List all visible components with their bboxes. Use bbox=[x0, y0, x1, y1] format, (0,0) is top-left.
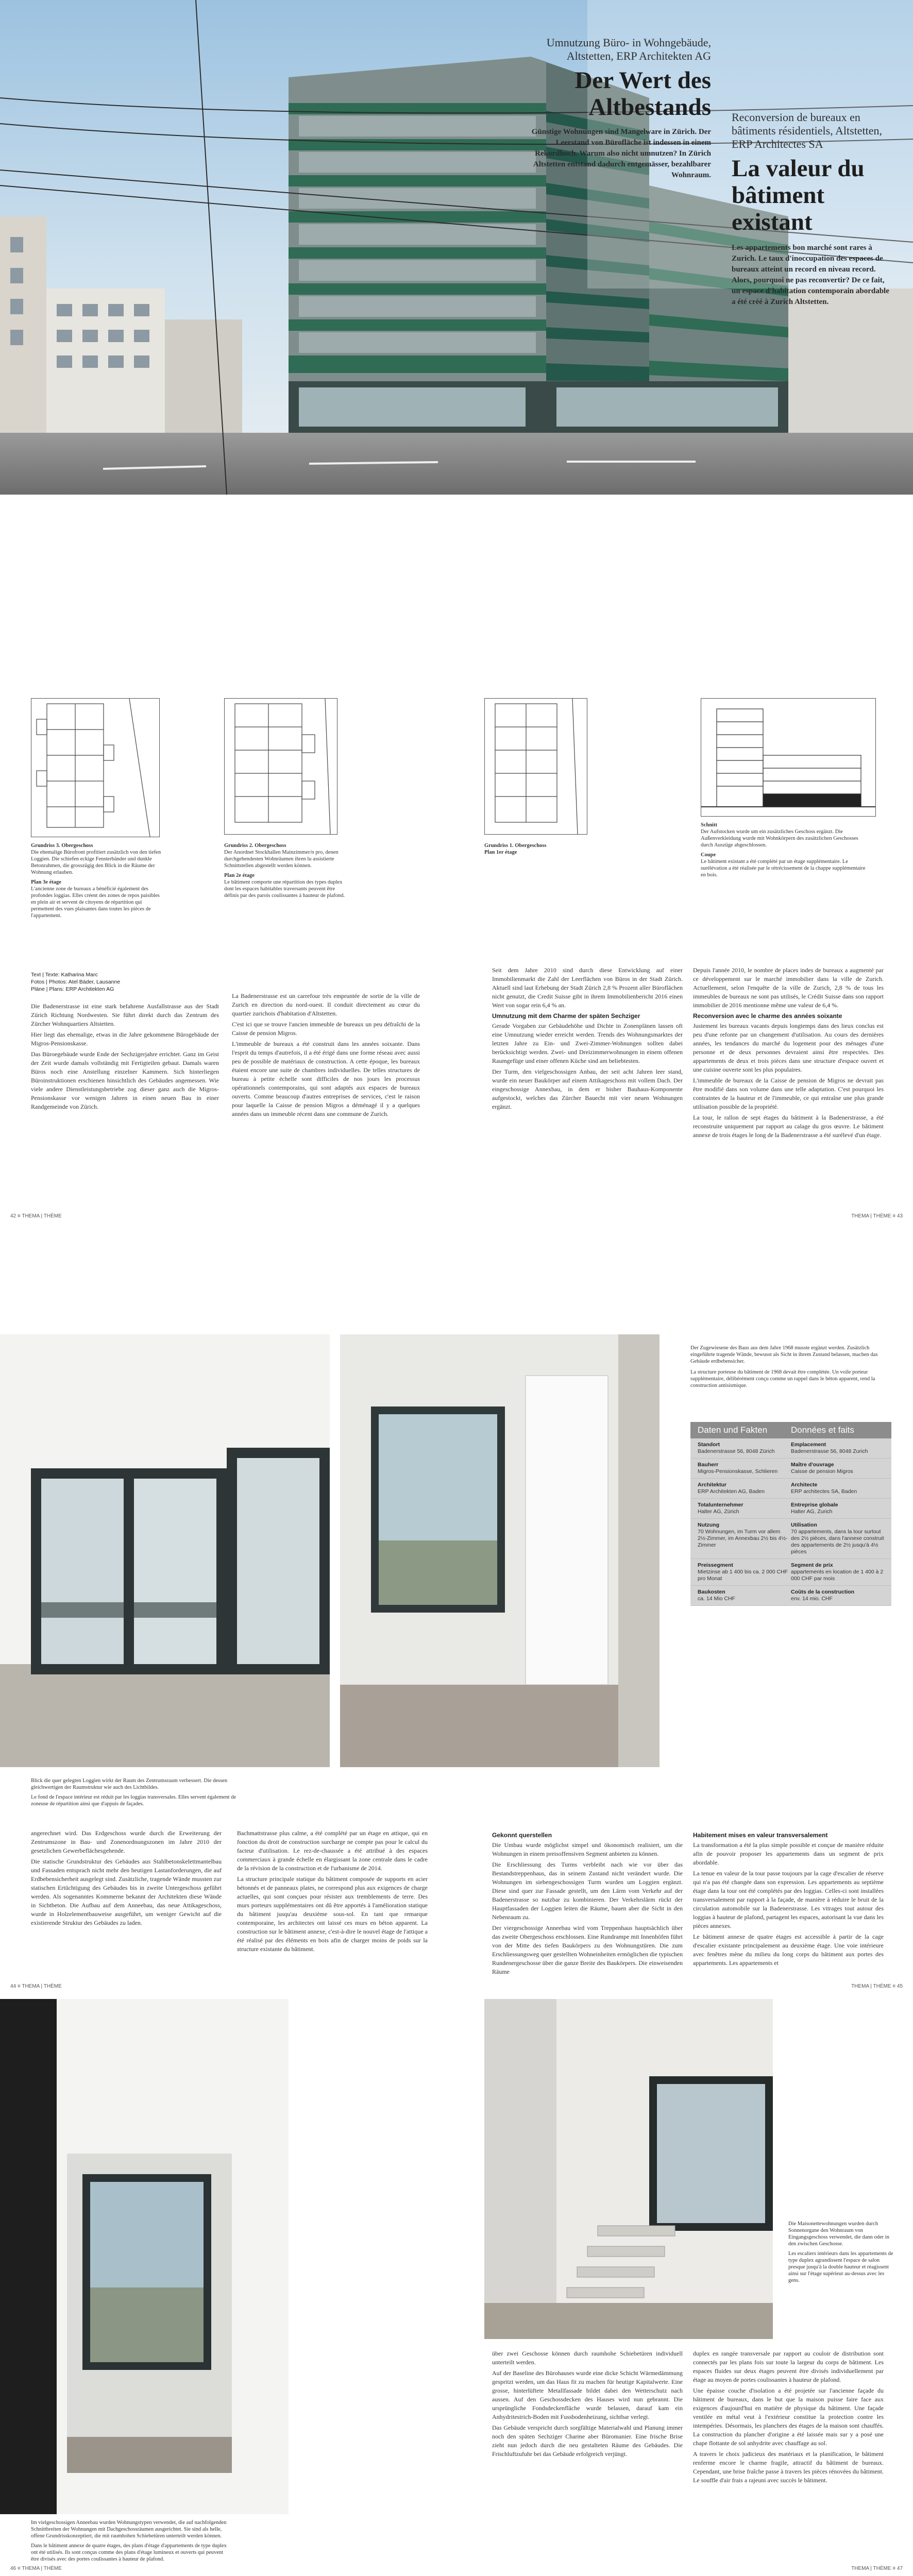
section-drawing-illustration bbox=[701, 699, 875, 816]
facts-table bbox=[690, 1422, 891, 1606]
facts-row bbox=[690, 1559, 891, 1586]
facts-key-fr: Utilisation bbox=[791, 1522, 817, 1528]
spread-2 bbox=[0, 677, 913, 1358]
facts-header-fr: Données et faits bbox=[791, 1425, 854, 1435]
caption-3og-de-title: Grundriss 3. Obergeschoss bbox=[31, 843, 93, 849]
lead-de: Günstige Wohnungen sind Mangelware in Zürich. Der Leerstand von Bürofläche ist indessen in einem Rekordhoch. Warum also nicht umnutzen? In Zürich Altstetten entstand dadurch entgemässer, bezahlbarer Wohnraum. bbox=[531, 128, 711, 179]
caption-plan-2og bbox=[224, 842, 348, 899]
kicker-fr: Reconversion de bureaux en bâtiments résidentiels, Altstetten, ERP Architectes SA bbox=[732, 111, 883, 150]
section-drawing bbox=[701, 698, 876, 817]
article-column-4 bbox=[693, 1829, 884, 1970]
paragraph: Seit dem Jahre 2010 sind durch diese Entwicklung auf einer Immobilienmarkt die Zahl der Leerflächen von Büros in der Stadt Zürich. Aktuell sind laut Erhebung der Stadt Zürich 2,8 % Prozent aller Büroflächen nicht genutzt, die Credit Suisse gibt in ihrem Immobilienbericht 2016 einen Wert von sogar rein 6,4 % an. bbox=[492, 967, 683, 1009]
facts-row bbox=[690, 1479, 891, 1499]
facts-value-de: Badenerstrasse 56, 8048 Zürich bbox=[698, 1448, 775, 1454]
caption-3og-de-text: Die ehemalige Bürofront profitiert zusätzlich von den tiefen Loggien. Die schiefen eckige Fensterbänder und dunkle Betonrahmen, die grosszügig den Blick in die Räume der Wohnung erlauben. bbox=[31, 850, 161, 875]
facts-key-fr: Segment de prix bbox=[791, 1562, 833, 1568]
paragraph: Das Gebäude verspricht durch sorgfältige Materialwahl und Planung immer noch den späten Sechziger Charme aber Büromanier. Eine frische Brise zieht nun jedoch durch die neu gestalteten Räume des Gebäudes. Die Frischluftzufuhr bei das Gebäude erfolgreich verjüngt. bbox=[492, 2424, 683, 2458]
facts-key-fr: Maître d'ouvrage bbox=[791, 1462, 834, 1468]
interior-staircase-illustration bbox=[484, 1999, 773, 2339]
floor-plan-1og bbox=[484, 698, 587, 835]
facts-value-fr: appartements en location de 1 400 à 2 000 CHF par mois bbox=[791, 1569, 884, 1582]
facts-cell-fr bbox=[791, 1562, 884, 1582]
caption-plan-1og bbox=[484, 842, 598, 856]
paragraph: C'est ici que se trouve l'ancien immeuble de bureaux un peu défraîchi de la Caisse de pension Migros. bbox=[232, 1021, 420, 1037]
facts-key-de: Standort bbox=[698, 1442, 720, 1448]
folio-left: 42 ≡ THEMA | THÈME bbox=[10, 1213, 62, 1219]
credits bbox=[31, 971, 216, 993]
article-column-3 bbox=[492, 2349, 683, 2461]
floor-plan-1og-drawing bbox=[485, 699, 587, 834]
facts-cell-de bbox=[698, 1462, 791, 1475]
facts-cell-fr bbox=[791, 1442, 884, 1455]
folio-right: THEMA | THÈME ≡ 43 bbox=[851, 1213, 903, 1219]
paragraph: Die statische Grundstruktur des Gebäudes aus Stahlbetonskelettmantelbau und Fassaden entsprach nicht mehr den heutigen Lastanforderungen, die auf Erdbebensicherheit ausgelegt sind. Zusätzliche, tragende Wände mussten zur statischen Ertüchtigung des Gebäudes bis in zweite Untergeschoss geführt werden. Als sogenanntes Kommerne bekannt der Architekten diese Wände in Sichtbeton. Die Aufbau auf dem Anneebau, das neue Attikageschoss, wurde in Holzelementbauweise ausgeführt, um weniger Gewicht auf die existierende Struktur des Gebäudes zu laden. bbox=[31, 1858, 222, 1926]
interior-doorway-photo bbox=[0, 1999, 289, 2514]
article-column-3 bbox=[492, 966, 683, 1113]
article-column-4 bbox=[693, 966, 884, 1142]
spread-1 bbox=[0, 0, 913, 515]
facts-key-de: Totalunternehmer bbox=[698, 1502, 743, 1508]
facts-value-fr: ERP architectes SA, Baden bbox=[791, 1488, 857, 1495]
facts-value-fr: Badenerstrasse 56, 8048 Zurich bbox=[791, 1448, 868, 1454]
facts-value-fr: env. 14 mio. CHF bbox=[791, 1596, 833, 1602]
credit-plans: Pläne | Plans: ERP Architekten AG bbox=[31, 986, 114, 992]
title-fr: La valeur du bâtiment existant bbox=[732, 155, 865, 235]
paragraph: Justement les bureaux vacants depuis longtemps dans des lieux conclus est peu d'une refonte par un changement d'utilisation. Au cours des dernières années, les tendances du marché du logement pour des ménages d'une personne et de deux personnes devraient ainsi être respectées. Des appartements de deux et trois pièces dans une structure d'espace ouvert et une cuisine ouverte sont les plus populaires. bbox=[693, 1022, 884, 1073]
paragraph: Auf der Baseline des Bürohauses wurde eine dicke Schicht Wärmedämmung gespritzt werden, um das Haus fit zu machen für heutige Kapitalwerte. Eine grosse, hinterlüftete Metallfassade bildet dabei den Wetterschutz nach aussen. Auf den Geschossdecken des Hauses wird nun gebrannt. Die ursprüngliche Fondsdeckenfläche wurde belassen, darauf kam ein Anhydritestrich-Boden mit Fussbodenheizung, sichtbar verlegt. bbox=[492, 2369, 683, 2420]
article-column-3 bbox=[492, 1829, 683, 1978]
caption-plan-3og bbox=[31, 842, 165, 919]
credit-text: Text | Texte: Katharina Marc bbox=[31, 972, 98, 978]
facts-cell-de bbox=[698, 1482, 791, 1495]
interior-window-illustration bbox=[340, 1334, 660, 1767]
floor-plan-3og-drawing bbox=[31, 699, 159, 837]
caption-structure-de: Der Zugewiesene des Baus aus dem Jahre 1968 musste ergänzt werden. Zusätzlich eingeführte tragende Wände, bewusst als Sicht in ihrem Zustand belassen, machen das Gebäude erdbebensicher. bbox=[690, 1345, 878, 1364]
paragraph: Die Erschliessung des Turms verbleibt nach wie vor über das Bestandstreppenhaus, das in seinem Zustand nicht verändert wurde. Die Wohnungen im siebengeschossigen Turm wurden um Loggien ergänzt. Diese sind quer zur Fassade gestellt, um den Lärm vom Verkehr auf der Badenerstrasse so nutzbar zu kombinieren. Der Verkehrslärm rückt der Hauptfassaden der Loggien leiten die Räume, bauen aber die Sicht in den Nebenraum zu. bbox=[492, 1861, 683, 1921]
article-column-1 bbox=[31, 1002, 219, 1113]
facts-key-de: Preissegment bbox=[698, 1562, 733, 1568]
caption-loggia bbox=[31, 1777, 237, 1807]
caption-section-fr-title: Coupe bbox=[701, 852, 716, 858]
paragraph: angerechnet wird. Das Erdgeschoss wurde durch die Erweiterung der Zentrumszone in Bau- und Zonenordnungszonen im Jahre 2010 der gesetzlichen Gewerbeflächesgehende. bbox=[31, 1829, 222, 1854]
facts-row bbox=[690, 1586, 891, 1606]
headline-fr bbox=[732, 111, 891, 308]
paragraph: über zwei Geschosse können durch raumhohe Schiebetüren individuell unterteilt werden. bbox=[492, 2350, 683, 2366]
article-column-1 bbox=[31, 1829, 222, 1929]
spread-3 bbox=[0, 1334, 913, 1994]
facts-value-de: ERP Architekten AG, Baden bbox=[698, 1488, 765, 1495]
paragraph: La tenue en valeur de la tour passe toujours par la cage d'escalier de réserve qui n'a pas été changée dans son expression. Les appartements au septième étage dans la tour ont été complétés par des loggias. Celles-ci sont installées transversalement par rapport à la façade, de manière à réduire le bruit de la circulation automobile sur la Badenerstrasse. Les vitrages tout autour des loggias à hauteur de plafond, partagent les espaces, autorisant la vue dans les pièces annexes. bbox=[693, 1870, 884, 1929]
facts-key-fr: Emplacement bbox=[791, 1442, 826, 1448]
paragraph: La Badenerstrasse est un carrefour très empruntée de sortie de la ville de Zurich en direction du nord-ouest. Il conduit directement au cœur du quartier zurichois d'habitation d'Altstetten. bbox=[232, 992, 420, 1017]
facts-value-de: 70 Wohnungen, im Turm vor allem 2½-Zimmer, im Annexbau 2½ bis 4½-Zimmer bbox=[698, 1529, 788, 1548]
caption-1og-de-title: Grundriss 1. Obergeschoss bbox=[484, 843, 547, 849]
facts-value-de: Migros-Pensionskasse, Schlieren bbox=[698, 1468, 778, 1475]
facts-row bbox=[690, 1438, 891, 1459]
article-column-2 bbox=[237, 1829, 428, 1956]
facts-row bbox=[690, 1499, 891, 1519]
caption-loggia-de: Blick die quer gelegten Loggien wirkt der Raum des Zentrumsraum verbessert. Die dessen gleichwertigen der Raumstruktur wie auch des Lichtbildes. bbox=[31, 1778, 228, 1790]
caption-duplex-de: Im vielgeschossigen Anneebau wurden Wohnungstypen verwendet, die auf nachfolgenden Schnittbreiten der Wohnungen mit Dachgeschossräumen ausgerichtet. Sie sind als helle, offene Grundrisskonzeptiert, die mit raumhohen Schiebetüren unterteilt werden können. bbox=[31, 2520, 227, 2539]
caption-stairs bbox=[788, 2221, 897, 2284]
paragraph: Der viergeschossige Anneebau wird vom Treppenhaus hauptsächlich über das zweite Obergeschoss erschlossen. Eine Rundrampe mit Innenhöfen führt von der Mitte des tiefen Baukörpers zu den Wohnungstüren. Die zum Erschliessungsweg quer gestellten Wohneinheiten ermöglichen die typischen Rundenergeschosse über die ganze Breite des Baukörpers. Die einweisenden Räume bbox=[492, 1924, 683, 1975]
caption-structure-fr: La structure porteuse du bâtiment de 1968 devait être complétée. Un voile porteur supplémentaire, délibérément conçu comme un rappel dans le béton apparent, rend la construction antisismique. bbox=[690, 1369, 875, 1388]
caption-loggia-fr: Le fond de l'espace intérieur est réduit par les loggias transversales. Elles servent également de zoneuse de répartition ainsi que d'appuis de façades. bbox=[31, 1794, 236, 1807]
paragraph: La transformation a été la plus simple possible et conçue de manière réduite afin de pouvoir proposer les appartements dans un segment de prix abordable. bbox=[693, 1841, 884, 1866]
caption-2og-fr-title: Plan 2e étage bbox=[224, 873, 255, 878]
credit-photos: Fotos | Photos: Atel Bäder, Lausanne bbox=[31, 979, 121, 985]
facts-key-de: Bauherr bbox=[698, 1462, 719, 1468]
facts-row bbox=[690, 1459, 891, 1479]
lead-fr: Les appartements bon marché sont rares à Zurich. Le taux d'inoccupation des espaces de bureaux atteint un record en niveau record. Alors, pourquoi ne pas reconvertir? De ce fait, un espace d'habitation contemporain abordable a été créé à Zurich Altstetten. bbox=[732, 244, 889, 306]
floor-plan-3og bbox=[31, 698, 160, 837]
paragraph: Das Büroegebäude wurde Ende der Sechzigerjahre errichtet. Ganz im Geist der Zeit wurde damals vollständig mit Fertigteilen gebaut. Damals waren Büros noch eine Anstellung einzelner Kammern. Sich hinterliegen Büroinstruktionen erschienen hinsichtlich des Gebäudes angemessen. Wie viele andere Dienstleistungsbetriebe zog dieser ganz auch die Migros-Pensionskasse vor wenigen Jahren in einen neuen Bau in einer Randgemeinde von Zürich. bbox=[31, 1050, 219, 1110]
paragraph: Der Turm, den vielgeschossigen Anbau, der seit acht Jahren leer stand, wurde ein neuer Baukörper auf einem Attikageschoss mit vollem Dach. Der eingeschossige Annexbau, in dem er bisher Bauhaus-Komponente aufgestockt, welches das Zürcher Bauecht mit vier neuen Wohnungen ergänzt. bbox=[492, 1068, 683, 1110]
interior-doorway-illustration bbox=[0, 1999, 289, 2514]
facts-cell-de bbox=[698, 1502, 791, 1515]
facts-cell-fr bbox=[791, 1589, 884, 1602]
facts-key-de: Nutzung bbox=[698, 1522, 719, 1528]
caption-duplex-fr: Dans le bâtiment annexe de quatre étages, des plans d'étage d'appartements de type duplex ont été utilisés. Ils sont conçus comme des plans d'étage lumineux et ouverts qui peuvent être divisés avec des portes coulissantes à hauteur de plafond. bbox=[31, 2543, 227, 2562]
paragraph: La tour, le rallon de sept étages du bâtiment à la Badenerstrasse, a été reconstruite uniquement par rapport au calage du gros œuvre. Le bâtiment annexe de trois étages le long de la Badenerstrasse a été surélevé d'un étage. bbox=[693, 1114, 884, 1139]
interior-staircase-photo bbox=[484, 1999, 773, 2339]
article-column-2 bbox=[232, 992, 420, 1121]
kicker-de: Umnutzung Büro- in Wohngebäude, Altstetten, ERP Architekten AG bbox=[546, 36, 711, 62]
caption-section-de-title: Schnitt bbox=[701, 822, 718, 828]
facts-value-fr: Caisse de pension Migros bbox=[791, 1468, 853, 1475]
facts-row bbox=[690, 1519, 891, 1559]
paragraph: Die Umbau wurde möglichst simpel und ökonomisch realisiert, um die Wohnungen in einem preisoffensiven Segment anbieten zu können. bbox=[492, 1841, 683, 1857]
section-heading-fr: Habitement mises en valeur transversalement bbox=[693, 1832, 828, 1839]
folio-right: THEMA | THÈME ≡ 45 bbox=[851, 1984, 903, 1989]
facts-cell-fr bbox=[791, 1502, 884, 1515]
facts-value-de: Mietzinse ab 1 400 bis ca. 2 000 CHF pro Monat bbox=[698, 1569, 788, 1582]
facts-key-fr: Entreprise globale bbox=[791, 1502, 838, 1508]
title-de: Der Wert des Altbestands bbox=[574, 67, 711, 121]
section-heading-de: Umnutzung mit dem Charme der späten Sechziger bbox=[492, 1012, 640, 1020]
facts-key-de: Architektur bbox=[698, 1482, 727, 1488]
caption-2og-de-title: Grundriss 2. Obergeschoss bbox=[224, 843, 286, 849]
facts-key-fr: Coûts de la construction bbox=[791, 1589, 855, 1595]
facts-cell-fr bbox=[791, 1482, 884, 1495]
paragraph: L'immeuble de bureaux a été construit dans les années soixante. Dans l'esprit du temps d'autrefois, il a été érigé dans une forme réseau avec aussi peu de possible de matériaux de construction. A cette époque, les bureaux étaient encore une suite de chambres individuelles. De telles structures de bureau à petite échelle sont difficiles de nos jours les processus opérationnels contemporains, qui sont adaptés aux espaces de bureaux ouverts. Comme beaucoup d'autres entreprises de services, c'est le raison pour laquelle la Caisse de pension Migros a déménagé il y a quelques années dans un immeuble récent dans une commune de Zurich. bbox=[232, 1040, 420, 1117]
article-column-4 bbox=[693, 2349, 884, 2487]
facts-cell-fr bbox=[791, 1462, 884, 1475]
caption-section-fr-text: Le bâtiment existant a été complété par un étage supplémentaire. Le surélévation a été réalisée par le rétrécissement de la chappe supplémentaire en bois. bbox=[701, 859, 866, 878]
paragraph: duplex en rangée transversale par rapport au couloir de distribution sont connectés par les plans fois sur toute la largeur du corps de bâtiment. Les espaces fluides sur deux étages peuvent être divisés individuellement par étage au moyen de portes coulissantes à hauteur de plafond. bbox=[693, 2350, 884, 2383]
facts-key-fr: Architecte bbox=[791, 1482, 818, 1488]
caption-2og-de-text: Der Anordnet Stockhallen Mainzimmer/n pro, denen durchgehendesten Wohnräumen ihren lu assistierte Schnittstellen abgestellt werden können. bbox=[224, 850, 339, 869]
paragraph: Die Badenerstrasse ist eine stark befahrene Ausfallstrasse aus der Stadt Zürich Richtung Nordwesten. Sie führt direkt durch das Zentrum des Zürcher Wohnquartiers Altstetten. bbox=[31, 1003, 219, 1027]
facts-key-de: Baukosten bbox=[698, 1589, 725, 1595]
paragraph: Une épaisse couche d'isolation a été projetée sur l'ancienne façade du bâtiment de bureaux, dans le but que la maison puisse faire face aux exigences d'aujourd'hui en matière de physique du bâtiment. Une façade ventilée en métal veut à l'extérieur constitue la protection contre les intempéries. Désormais, les planchers des étages de la maison sont chauffés. La construction du plancher d'origine a été laissée mais sur y a posé une chape flottante de sol anhydrite avec chauffage au sol. bbox=[693, 2387, 884, 2447]
facts-cell-fr bbox=[791, 1522, 884, 1555]
caption-stairs-fr: Les escaliers intérieurs dans les appartements de type duplex agrandissent l'espace de salon presque jusqu'à la double hauteur et réagissent ainsi sur l'étage supérieur au-dessus avec les gens. bbox=[788, 2251, 893, 2283]
floor-plan-2og-drawing bbox=[225, 699, 337, 834]
paragraph: Hier liegt das ehemalige, etwas in die Jahre gekommene Bürogebäude der Migros-Pensionskasse. bbox=[31, 1031, 219, 1047]
facts-value-de: Halter AG, Zürich bbox=[698, 1509, 739, 1515]
folio-left: 46 ≡ THEMA | THÈME bbox=[10, 2566, 62, 2571]
interior-loggia-photo bbox=[0, 1334, 330, 1767]
facts-value-de: ca. 14 Mio CHF bbox=[698, 1596, 735, 1602]
caption-3og-fr-text: L'ancienne zone de bureaux a bénéficié également des profondes loggias. Elles créent des zones de repos paisibles en plein air et servent de citoyens de répartition qui permettent des vues plaisantes dans toutes les pièces de l'appartement. bbox=[31, 886, 160, 919]
folio-left: 44 ≡ THEMA | THÈME bbox=[10, 1984, 62, 1989]
caption-stairs-de: Die Maisonettewohnungen wurden durch Sonnenorgane den Wohnraum von Eingangsgeschoss verwendet, die dann oder in den zwischen Geschosse. bbox=[788, 2221, 889, 2247]
headline-de bbox=[520, 36, 711, 181]
paragraph: A travers le choix judicieux des matériaux et la planification, le bâtiment renferme encore le charme fragile, attractif du bâtiment de bureaux. Cependant, une brise fraîche passe à travers les pièces rénovées du bâtiment. Le souffle d'air frais a rajeuni avec succès le bâtiment. bbox=[693, 2450, 884, 2484]
facts-cell-de bbox=[698, 1562, 791, 1582]
caption-section-de-text: Der Aufstocken wurde um ein zusätzliches Geschoss ergänzt. Die Außenverkleidung wurde mit Wohnkörpern des zusätzlichen Geschosses durch Auszüge abgeschlossen. bbox=[701, 829, 858, 848]
caption-duplex bbox=[31, 2519, 227, 2563]
facts-value-fr: Halter AG, Zurich bbox=[791, 1509, 833, 1515]
facts-cell-de bbox=[698, 1442, 791, 1455]
floor-plan-2og bbox=[224, 698, 337, 835]
caption-1og-fr-title: Plan 1er étage bbox=[484, 850, 517, 855]
paragraph: Depuis l'année 2010, le nombre de places indes de bureaux a augmenté par ce développement sur le marché immobilier dans la ville de Zurich. Actuellement, selon l'enquête de la ville de Zurich, 2,8 % de tous les immeubles de bureaux ne sont pas utilisés, le Crédit Suisse dans son rapport immobilier de 2016 mentionne même une valeur de 6,4 %. bbox=[693, 967, 884, 1009]
paragraph: Le bâtiment annexe de quatre étages est accessible à partir de la cage d'escalier existante principalement au deuxième étage. Une voie intérieure avec fenêtres mène du milieu du long corps du bâtiment aux portes des appartements. Les appartements et bbox=[693, 1933, 884, 1967]
facts-cell-de bbox=[698, 1522, 791, 1555]
caption-3og-fr-title: Plan 3e étage bbox=[31, 879, 61, 885]
facts-value-fr: 70 appartements, dans la tour surtout des 2½ pièces, dans l'annexe construit des appartements de 2½ jusqu'à 4½ pièces bbox=[791, 1529, 884, 1555]
paragraph: L'immeuble de bureaux de la Caisse de pension de Migros ne devrait pas être modifié dans son volume dans une telle adaptation. C'est pourquoi les contraintes de la hauteur et de l'immeuble, ce qui entraîne une plus grande utilisation possible de la propriété. bbox=[693, 1077, 884, 1110]
facts-cell-de bbox=[698, 1589, 791, 1602]
spread-4 bbox=[0, 1999, 913, 2576]
interior-loggia-illustration bbox=[0, 1334, 330, 1767]
section-heading-fr: Reconversion avec le charme des années soixante bbox=[693, 1012, 842, 1020]
caption-2og-fr-text: Le bâtiment comporte une répartition des types duplex dont les espaces habitables traversants peuvent être définis par des parois coulissantes à hauteur de plafond. bbox=[224, 879, 345, 899]
interior-window-photo bbox=[340, 1334, 660, 1767]
paragraph: Gerade Vorgaben zur Gebäudehöhe und Dichte in Zonenplänen lassen oft eine Umnutzung wieder erreicht werden. Trends des Wohnungsmarktes der letzten Jahre zu Ein- und Zwei-Zimmer-Wohnungen sollten dabei berücksichtigt werden. Zwei- und Dreizimmerwohnungen in einem offenen Raumgefüge und einer offenen Küche sind am beliebtesten. bbox=[492, 1022, 683, 1064]
paragraph: La structure principale statique du bâtiment composée de supports en acier bétonnés et de panneaux plates, ne correspond plus aux exigences de charge actuelles, qui sont conçues pour résister aux tremblements de terre. Des murs porteurs supplémentaires ont dû être apportés à l'amélioration statique du bâtiment jusqu'au deuxième sous-sol. En tant que remarque contemporaine, les architectes ont laissé ces murs en béton apparent. La construction sur le bâtiment annexe, c'est-à-dire le nouvel étage de l'attique a été réalisé par des éléments en bois afin de charger moins de poids sur la structure existante du bâtiment. bbox=[237, 1875, 428, 1953]
folio-right: THEMA | THÈME ≡ 47 bbox=[851, 2566, 903, 2571]
section-heading-de: Gekonnt querstellen bbox=[492, 1832, 552, 1839]
caption-structure bbox=[690, 1345, 891, 1389]
paragraph: Bachmattstrasse plus calme, a été complété par un étage en attique, qui en fonction du droit de construction surcharge ne compte pas pour le calcul du facteur d'utilisation. Le rez-de-chaussée a été attribué à des espaces commerciaux à grande échelle en élargissant la zone centrale dans le cadre de la révision de la construction et de l'urbanisme de 2014. bbox=[237, 1829, 428, 1872]
facts-header-de: Daten und Fakten bbox=[698, 1425, 768, 1435]
caption-section bbox=[701, 822, 866, 878]
